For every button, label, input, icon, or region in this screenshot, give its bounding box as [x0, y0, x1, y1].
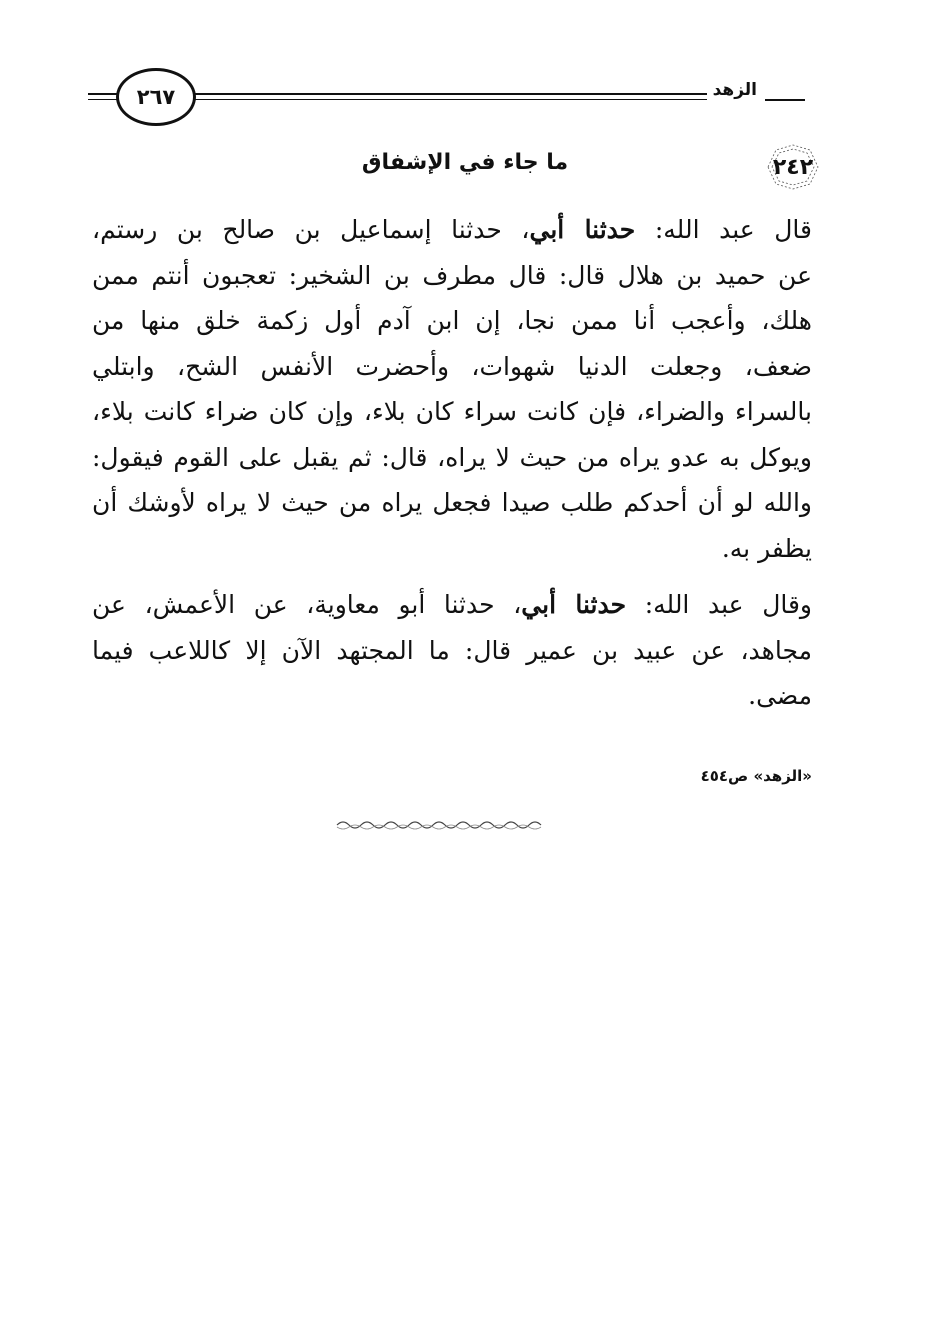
text-segment: ويوكل به عدو يراه من حيث لا يراه، قال: ثم يقبل على القوم فيقول:: [92, 442, 812, 472]
text-segment: ، حدثنا إسماعيل بن صالح بن رستم،: [92, 215, 530, 244]
text-line: [92, 253, 812, 299]
header-rule-left: [88, 93, 118, 95]
text-segment: مضى.: [748, 681, 812, 710]
text-line: [92, 673, 812, 719]
page-number: ٢٦٧: [136, 85, 176, 109]
section-number-badge: [762, 142, 824, 192]
header-rule-left-thin: [88, 99, 118, 100]
text-segment: قال عبد الله:: [635, 215, 812, 244]
text-line: [92, 207, 812, 253]
text-segment: بالسراء والضراء، فإن كانت سراء كان بلاء، وإن كان ضراء كانت بلاء،: [92, 397, 812, 426]
section-title: ما جاء في الإشفاق: [361, 150, 569, 175]
ornamental-divider-icon: [335, 818, 550, 832]
text-line: [92, 344, 812, 390]
text-line: [92, 480, 812, 526]
section-number: ٢٤٢: [772, 154, 814, 180]
text-line: [92, 435, 812, 481]
text-line: [92, 389, 812, 435]
text-segment: عن حميد بن هلال قال: قال مطرف بن الشخير: تعجبون أنتم ممن: [92, 260, 812, 290]
paragraph-2: [92, 582, 812, 719]
text-line: [92, 628, 812, 674]
text-segment: مجاهد، عن عبيد بن عمير قال: ما المجتهد الآن إلا كاللاعب فيما: [92, 635, 812, 665]
narrator-chain-emphasis: حدثنا أبي: [521, 590, 627, 619]
text-segment: هلك، وأعجب أنا ممن نجا، إن ابن آدم أول زكمة خلق منها من: [92, 306, 812, 335]
text-line: [92, 298, 812, 344]
source-note: «الزهد» ص٤٥٤: [700, 767, 812, 785]
text-segment: ، حدثنا أبو معاوية، عن الأعمش، عن: [92, 590, 522, 619]
text-segment: ضعف، وجعلت الدنيا شهوات، وأحضرت الأنفس الشح، وابتلي: [92, 351, 812, 381]
header-rule-right: [765, 99, 805, 101]
text-segment: يظفر به.: [721, 533, 812, 563]
narrator-chain-emphasis: حدثنا أبي: [529, 215, 636, 244]
text-segment: وقال عبد الله:: [626, 590, 812, 619]
header-rule-thin: [195, 99, 755, 100]
body-text: [92, 207, 812, 719]
page-number-oval: [116, 68, 196, 126]
text-line: [92, 526, 812, 572]
text-segment: والله لو أن أحدكم طلب صيدا فجعل يراه من حيث لا يراه لأوشك أن: [92, 488, 812, 517]
header-rule: [195, 93, 755, 95]
text-line: [92, 582, 812, 628]
paragraph-1: [92, 207, 812, 571]
running-title: الزهد: [707, 80, 763, 100]
